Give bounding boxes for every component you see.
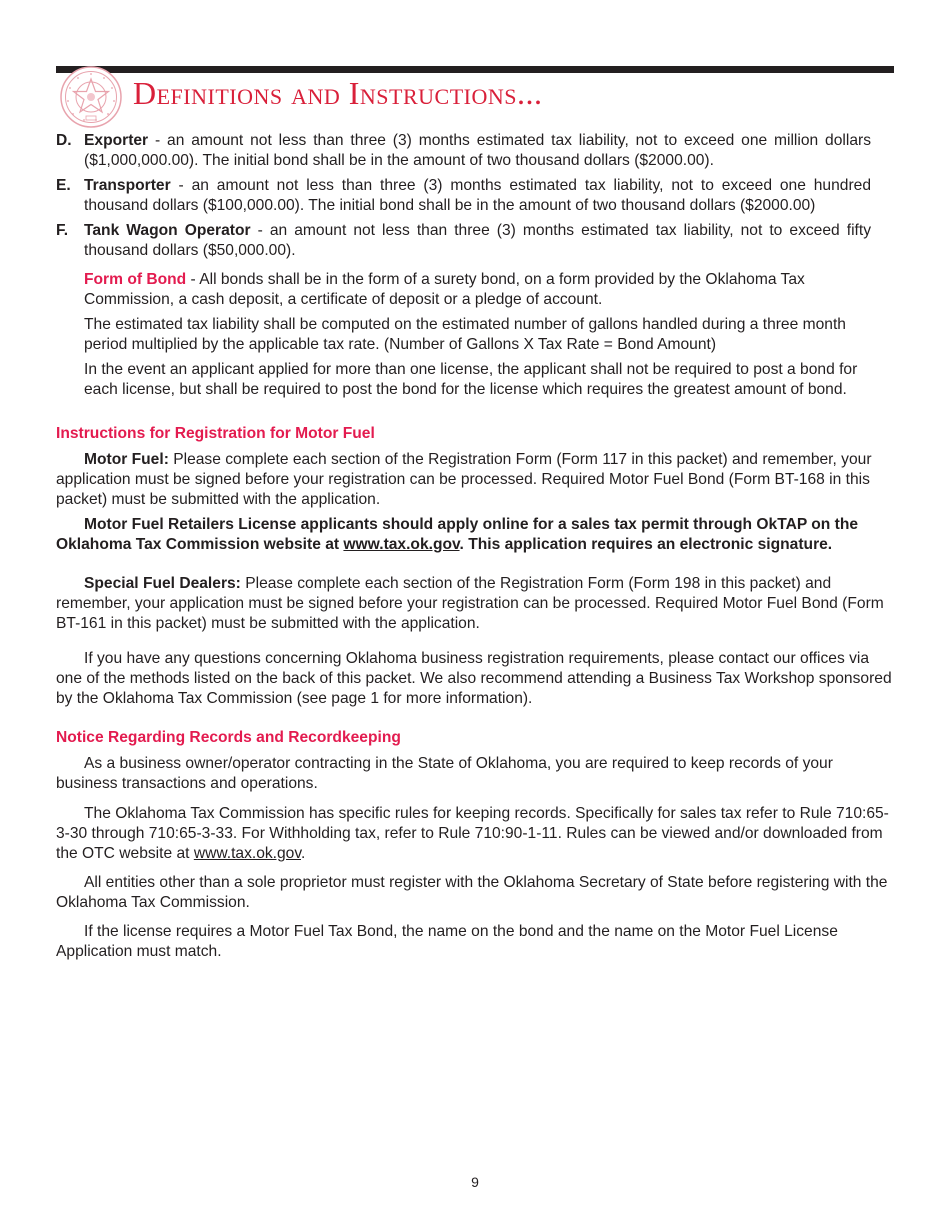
motor-fuel-label: Motor Fuel: <box>84 451 169 468</box>
item-letter: E. <box>56 177 71 194</box>
records-rules-text-end: . <box>301 845 306 862</box>
multiple-license-paragraph: In the event an applicant applied for more than one license, the applicant shall not be required to post a bond for each license, but shall be required to post the bond for the license which requires the greatest amount of bond. <box>84 361 858 398</box>
bond-item-exporter <box>56 131 871 171</box>
otc-website-link[interactable]: www.tax.ok.gov <box>193 845 301 862</box>
form-of-bond-term: Form of Bond <box>84 271 187 288</box>
motor-fuel-paragraph <box>56 450 892 510</box>
special-fuel-text: Please complete each section of the Registration Form (Form 198 in this packet) and remember, your application must be signed before your registration can be processed. Required Motor Fuel Bond (Form BT-161 in this packet) must be submitted with the application. <box>56 575 884 632</box>
item-letter: D. <box>56 132 72 149</box>
bond-notes <box>84 270 871 400</box>
records-paragraph-3: All entities other than a sole proprietor must register with the Oklahoma Secretary of State before registering with the Oklahoma Tax Commission. <box>56 874 888 911</box>
bond-item-tank-wagon <box>56 221 871 261</box>
records-paragraph-2 <box>56 804 892 864</box>
registration-heading: Instructions for Registration for Motor Fuel <box>56 425 375 442</box>
page-number: 9 <box>471 1174 479 1190</box>
state-seal-icon <box>60 66 122 128</box>
retailers-text: Motor Fuel Retailers License applicants should apply online for a sales tax permit through OkTAP on the Oklahoma Tax Commission website at <box>56 516 859 553</box>
special-fuel-label: Special Fuel Dealers: <box>84 575 241 592</box>
records-paragraph-4: If the license requires a Motor Fuel Tax Bond, the name on the bond and the name on the Motor Fuel License Application must match. <box>56 923 838 960</box>
item-text: - an amount not less than three (3) months estimated tax liability, not to exceed one hundred thousand dollars ($100,000.00). The initial bond shall be in the amount of two thousand dollars ($2000.00) <box>84 177 871 214</box>
records-rules-text: The Oklahoma Tax Commission has specific rules for keeping records. Specifically for sales tax refer to Rule 710:65-3-30 through 710:65-3-33. For Withholding tax, refer to Rule 710:90-1-11. Rules can be viewed and/or downloaded from the OTC website at <box>56 805 889 862</box>
records-heading: Notice Regarding Records and Recordkeeping <box>56 729 401 746</box>
questions-paragraph: If you have any questions concerning Oklahoma business registration requirements, please contact our offices via one of the methods listed on the back of this packet. We also recommend attending a Business Tax Workshop sponsored by the Oklahoma Tax Commission (see page 1 for more information). <box>56 650 892 707</box>
estimated-liability-paragraph: The estimated tax liability shall be computed on the estimated number of gallons handled during a three month period multiplied by the applicable tax rate. (Number of Gallons X Tax Rate = Bond Amount) <box>84 316 846 353</box>
item-term: Tank Wagon Operator <box>84 222 251 239</box>
form-of-bond-paragraph <box>84 270 871 310</box>
bond-item-transporter <box>56 176 871 216</box>
tax-website-link[interactable]: www.tax.ok.gov <box>343 536 460 553</box>
item-text: - an amount not less than three (3) months estimated tax liability, not to exceed one million dollars ($1,000,000.00). The initial bond shall be in the amount of two thousand dollars ($2000.00). <box>84 132 871 169</box>
retailers-text-end: . This application requires an electronic signature. <box>459 536 833 553</box>
page-title: Definitions and Instructions... <box>133 75 543 111</box>
motor-fuel-text: Please complete each section of the Registration Form (Form 117 in this packet) and remember, your application must be signed before your registration can be processed. Required Motor Fuel Bond (Form BT-168 in this packet) must be submitted with the application. <box>56 451 872 508</box>
item-letter: F. <box>56 222 69 239</box>
special-fuel-paragraph <box>56 574 892 634</box>
header-rule <box>56 66 894 73</box>
document-body <box>56 131 892 967</box>
records-paragraph-1: As a business owner/operator contracting in the State of Oklahoma, you are required to keep records of your business transactions and operations. <box>56 755 833 792</box>
form-of-bond-text: - All bonds shall be in the form of a surety bond, on a form provided by the Oklahoma Tax Commission, a cash deposit, a certificate of deposit or a pledge of account. <box>84 271 805 308</box>
item-term: Transporter <box>84 177 171 194</box>
item-text: - an amount not less than three (3) months estimated tax liability, not to exceed fifty thousand dollars ($50,000.00). <box>84 222 871 259</box>
retailers-paragraph <box>56 515 892 555</box>
item-term: Exporter <box>84 132 149 149</box>
